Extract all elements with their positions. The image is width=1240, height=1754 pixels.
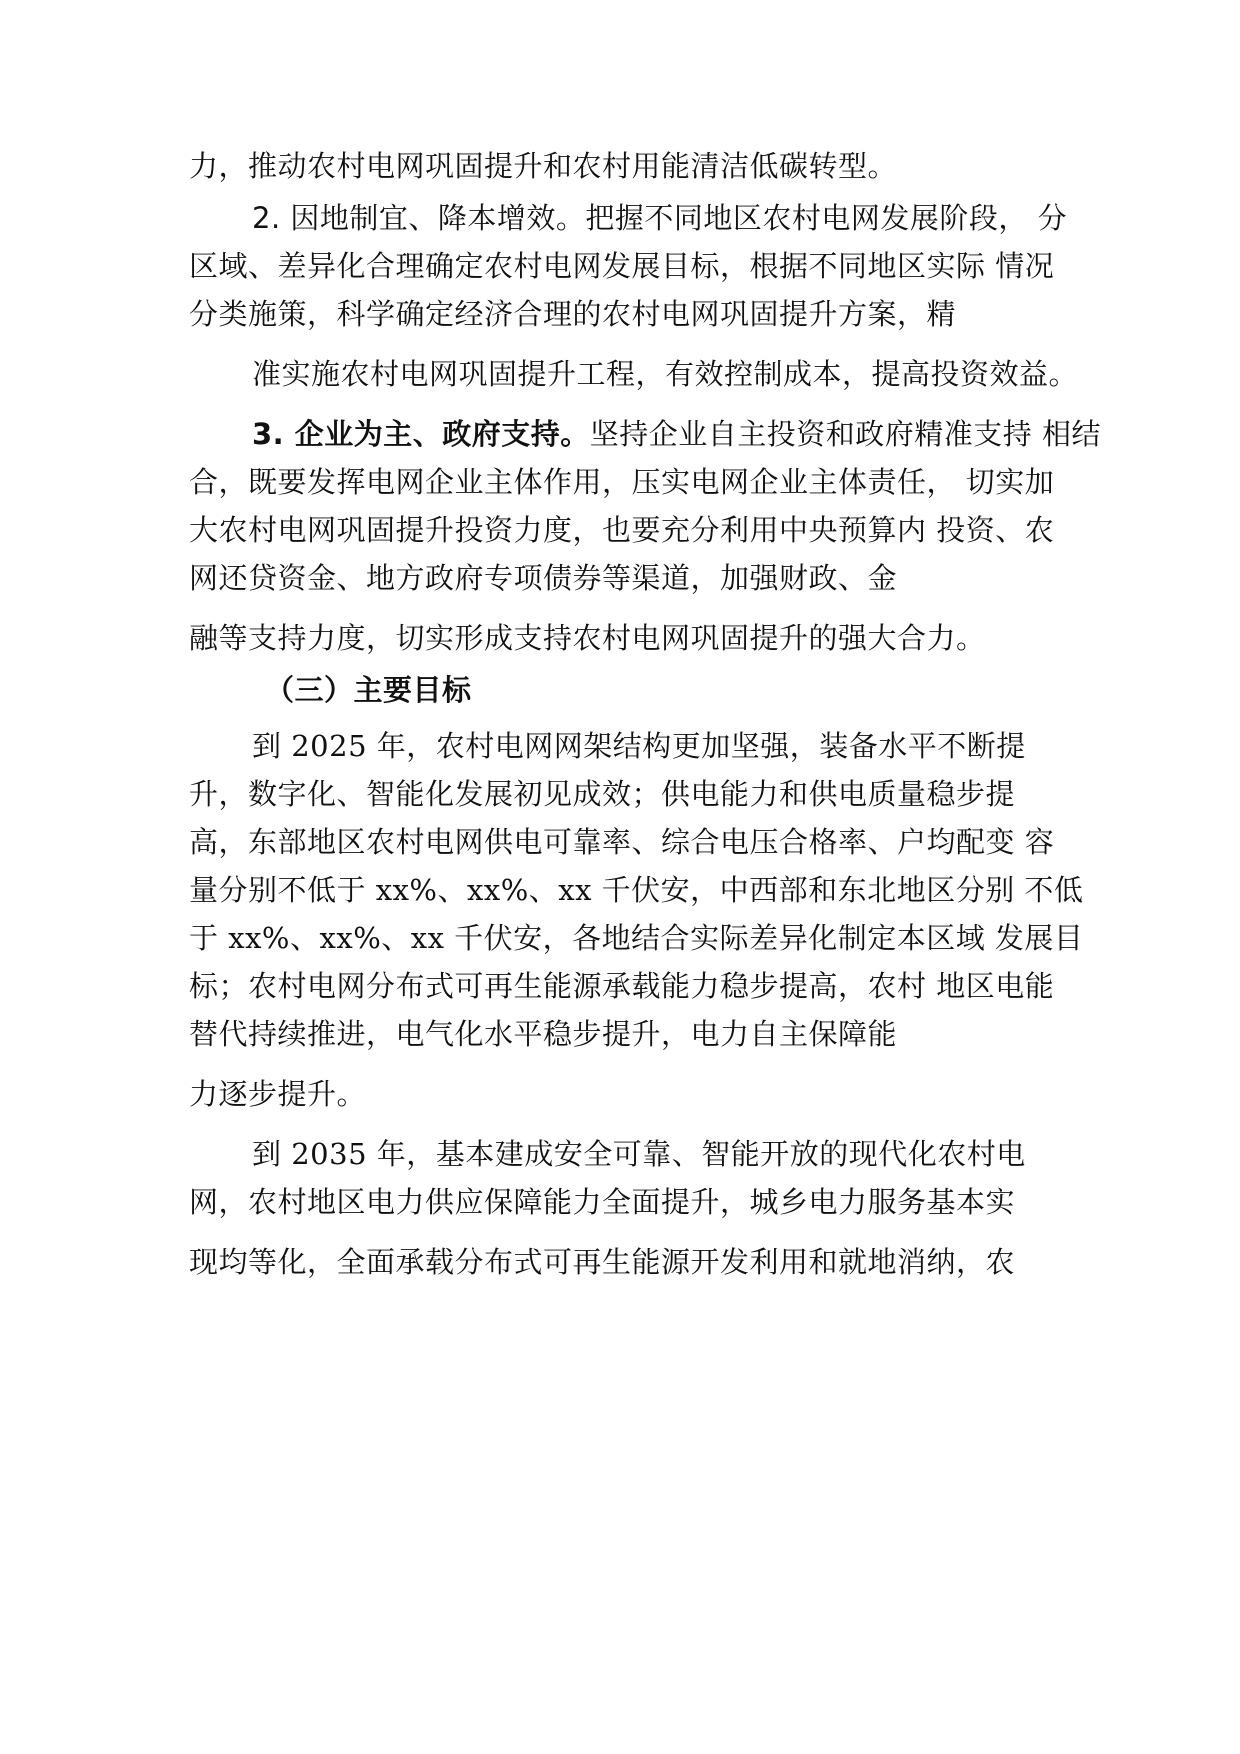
text-line — [189, 918, 1083, 958]
line-text: 网还贷资金、地方政府专项债券等渠道，加强财政、金 — [189, 561, 898, 595]
line-text: 2. 因地制宜、降本增效。把握不同地区农村电网发展阶段， 分 — [252, 201, 1068, 235]
line-prefix: 到 — [252, 1137, 292, 1171]
line-text: 千伏安，各地结合实际差异化制定本区域 发展目 — [444, 921, 1084, 955]
text-line — [189, 1242, 1015, 1282]
line-text: 年，基本建成安全可靠、智能开放的现代化农村电 — [367, 1137, 1026, 1171]
text-line — [189, 870, 1083, 910]
year-number: 2035 — [291, 1137, 368, 1171]
text-line — [189, 462, 1054, 502]
bold-lead-in: 3. 企业为主、政府支持。 — [252, 417, 590, 451]
line-prefix: 于 — [189, 921, 229, 955]
line-text: 力逐步提升。 — [189, 1077, 367, 1111]
line-prefix: 量分别不低于 — [189, 873, 376, 907]
text-line — [189, 294, 956, 334]
text-line — [189, 1182, 1015, 1222]
line-text: 合，既要发挥电网企业主体作用，压实电网企业主体责任， 切实加 — [189, 465, 1055, 499]
text-line — [252, 414, 1101, 454]
line-text: 大农村电网巩固提升投资力度，也要充分利用中央预算内 投资、农 — [189, 513, 1055, 547]
text-line — [252, 726, 1026, 766]
text-line — [189, 246, 1054, 286]
line-text: 力，推动农村电网巩固提升和农村用能清洁低碳转型。 — [189, 149, 898, 183]
text-line — [189, 822, 1054, 862]
year-number: 2025 — [291, 729, 368, 763]
line-text: 年，农村电网网架结构更加坚强，装备水平不断提 — [367, 729, 1026, 763]
line-text: 网，农村地区电力供应保障能力全面提升，城乡电力服务基本实 — [189, 1185, 1016, 1219]
text-line — [189, 1074, 366, 1114]
text-line — [189, 510, 1054, 550]
placeholder-values: xx%、xx%、xx — [228, 921, 445, 955]
placeholder-values: xx%、xx%、xx — [375, 873, 592, 907]
line-text: 融等支持力度，切实形成支持农村电网巩固提升的强大合力。 — [189, 621, 986, 655]
line-text: 标；农村电网分布式可再生能源承载能力稳步提高，农村 地区电能 — [189, 969, 1055, 1003]
line-text: 区域、差异化合理确定农村电网发展目标，根据不同地区实际 情况 — [189, 249, 1055, 283]
text-line — [252, 198, 1067, 238]
text-line — [189, 558, 897, 598]
line-text: 高，东部地区农村电网供电可靠率、综合电压合格率、户均配变 容 — [189, 825, 1055, 859]
line-text: 分类施策，科学确定经济合理的农村电网巩固提升方案，精 — [189, 297, 957, 331]
line-text: 千伏安，中西部和东北地区分别 不低 — [591, 873, 1084, 907]
line-text: 现均等化，全面承载分布式可再生能源开发利用和就地消纳，农 — [189, 1245, 1016, 1279]
text-line — [252, 354, 1078, 394]
text-line — [189, 146, 897, 186]
section-heading — [265, 670, 472, 710]
text-line — [189, 774, 1015, 814]
line-text: 坚持企业自主投资和政府精准支持 相结 — [589, 417, 1102, 451]
text-line — [189, 618, 986, 658]
line-text: 升，数字化、智能化发展初见成效；供电能力和供电质量稳步提 — [189, 777, 1016, 811]
text-line — [252, 1134, 1026, 1174]
text-line — [189, 1014, 897, 1054]
line-prefix: 到 — [252, 729, 292, 763]
heading-text: （三）主要目标 — [265, 673, 472, 707]
text-line — [189, 966, 1054, 1006]
line-text: 替代持续推进，电气化水平稳步提升，电力自主保障能 — [189, 1017, 898, 1051]
line-text: 准实施农村电网巩固提升工程，有效控制成本，提高投资效益。 — [252, 357, 1079, 391]
